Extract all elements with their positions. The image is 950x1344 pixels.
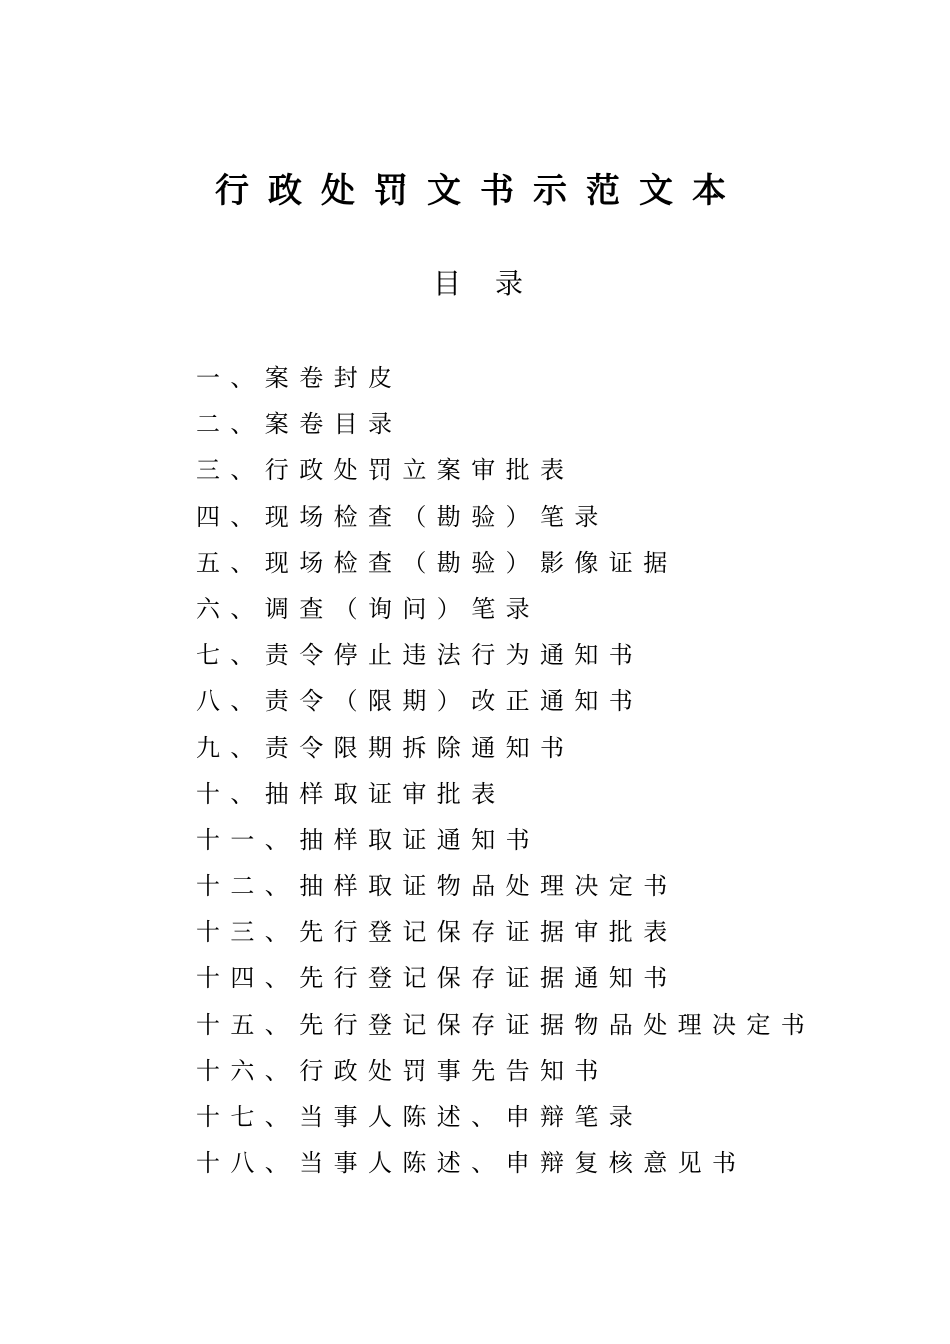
toc-item: 十、抽样取证审批表	[196, 779, 506, 808]
toc-item: 五、现场检查（勘验）影像证据	[196, 548, 678, 577]
toc-item: 二、案卷目录	[196, 410, 403, 439]
toc-list	[196, 355, 815, 1186]
document-title: 行政处罚文书示范文本	[215, 171, 745, 211]
toc-item: 十八、当事人陈述、申辩复核意见书	[196, 1149, 747, 1178]
toc-item: 十三、先行登记保存证据审批表	[196, 918, 678, 947]
toc-item: 十六、行政处罚事先告知书	[196, 1056, 609, 1085]
toc-item: 十四、先行登记保存证据通知书	[196, 964, 678, 993]
toc-item: 九、责令限期拆除通知书	[196, 733, 575, 762]
toc-item: 七、责令停止违法行为通知书	[196, 641, 644, 670]
toc-item: 十七、当事人陈述、申辩笔录	[196, 1103, 644, 1131]
toc-item: 四、现场检查（勘验）笔录	[196, 502, 609, 531]
toc-item: 一、案卷封皮	[196, 364, 403, 392]
toc-item: 六、调查（询问）笔录	[196, 594, 540, 623]
toc-item: 十五、先行登记保存证据物品处理决定书	[196, 1010, 816, 1039]
toc-item: 三、行政处罚立案审批表	[196, 456, 575, 485]
toc-heading: 目录	[432, 267, 557, 300]
toc-item: 八、责令（限期）改正通知书	[196, 687, 644, 716]
toc-item: 十一、抽样取证通知书	[196, 825, 540, 854]
toc-item: 十二、抽样取证物品处理决定书	[196, 872, 678, 901]
